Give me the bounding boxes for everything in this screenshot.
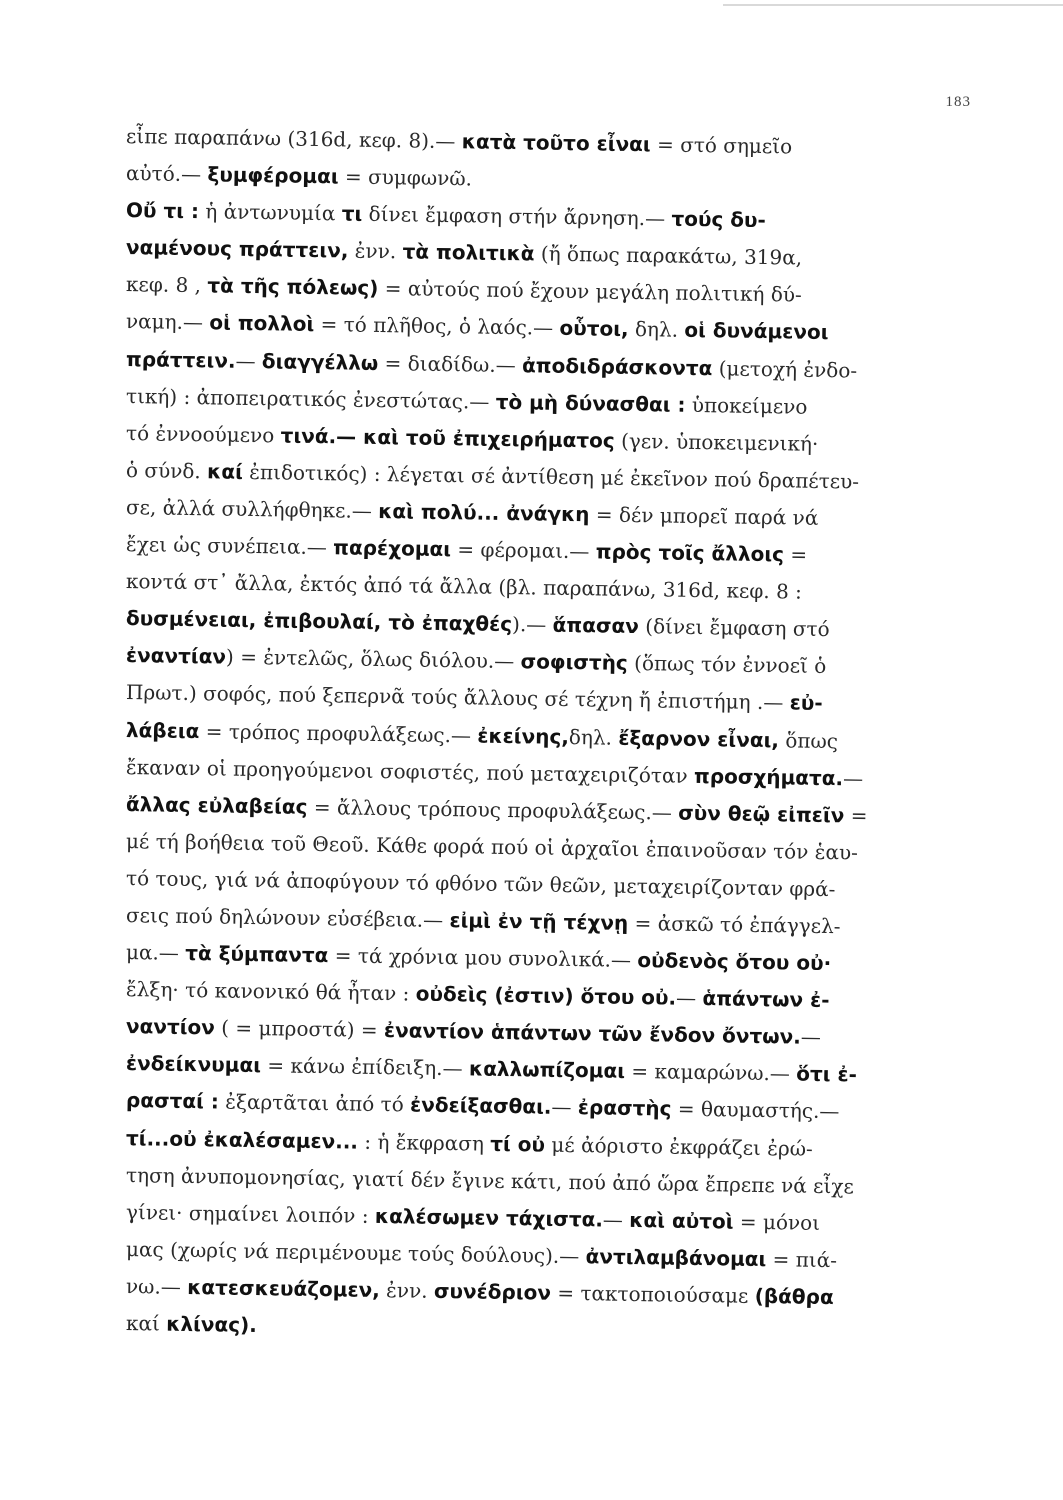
greek-lemma: ἐραστὴς [577, 1095, 672, 1122]
top-edge-rule [723, 4, 1063, 6]
commentary-text: ἐπιδοτικός) : λέγεται σέ ἀντίθεση μέ ἐκεῖνον πού δραπέτευ- [242, 459, 860, 494]
commentary-text: = αὐτούς πού ἔχουν μεγάλη πολιτική δύ- [378, 276, 802, 307]
commentary-text: τηση ἀνυπομονησίας, γιατί δέν ἔγινε κάτι, πού ἀπό ὥρα ἔπρεπε νά εἶχε [125, 1162, 855, 1199]
commentary-text: δίνει ἔμφαση στήν ἄρνηση.— [362, 201, 672, 231]
greek-lemma: ἐναντίαν [125, 643, 227, 669]
greek-lemma: σὺν θεῷ εἰπεῖν [677, 800, 845, 827]
greek-lemma: τὰ ξύμπαντα [185, 940, 329, 968]
commentary-text: = μόνοι [733, 1209, 821, 1235]
commentary-text: = καμαρώνω.— [624, 1059, 797, 1086]
greek-lemma: τὰ πολιτικὰ [402, 239, 535, 266]
greek-lemma: εὐ- [789, 690, 823, 716]
greek-lemma: καί [206, 459, 244, 484]
commentary-text: γίνει· σημαίνει λοιπόν : [125, 1199, 376, 1228]
commentary-text: μα.— [125, 940, 186, 965]
commentary-text: ἐνν. [348, 238, 403, 264]
commentary-text: τό τους, γιά νά ἀποφύγουν τό φθόνο τῶν θεῶν, μεταχειρίζονταν φρά- [125, 865, 836, 902]
commentary-text: (δίνει ἔμφαση στό [638, 614, 830, 642]
commentary-text: = τό πλῆθος, ὁ λαός.— [314, 312, 560, 341]
greek-lemma: ἁπάντων ἐ- [702, 986, 830, 1013]
commentary-text: ἔλξη· τό κανονικό θά ἦταν : [125, 977, 416, 1006]
commentary-text: ).— [511, 612, 553, 637]
commentary-text: δηλ. [628, 317, 685, 343]
greek-lemma: ἔξαρνον εἶναι, [618, 725, 780, 752]
commentary-text: ( = μπροστά) = [214, 1015, 385, 1043]
greek-lemma: ἄλλας εὐλαβείας [125, 791, 308, 819]
commentary-text: ναμη.— [125, 309, 210, 335]
commentary-text: = στό σημεῖο [650, 132, 793, 159]
greek-lemma: τι [341, 201, 363, 226]
commentary-text: ἡ ἀντωνυμία [198, 199, 342, 226]
commentary-text: ἔχει ὡς συνέπεια.— [125, 532, 334, 560]
commentary-text: δηλ. [568, 724, 619, 750]
commentary-text: — [842, 765, 864, 791]
greek-lemma: οἱ πολλοὶ [209, 310, 315, 337]
page-body-text [126, 118, 966, 1342]
commentary-text: καί [125, 1311, 167, 1336]
commentary-text: Πρωτ.) σοφός, πού ξεπερνᾶ τούς ἄλλους σέ τέχνη ἤ ἐπιστήμη .— [125, 680, 790, 715]
commentary-text: : ἡ ἔκφραση [357, 1129, 491, 1156]
commentary-text: = ἀσκῶ τό ἐπάγγελ- [628, 910, 841, 939]
greek-lemma: (βάθρα [754, 1283, 834, 1310]
greek-lemma: ἀποδιδράσκοντα [521, 352, 713, 380]
commentary-text: — [235, 348, 263, 373]
greek-lemma: ἅπασαν [552, 612, 640, 639]
greek-lemma: δυσμένειαι, ἐπιβουλαί, τὸ ἐπαχθές [125, 606, 513, 637]
commentary-text: = τά χρόνια μου συνολικά.— [328, 943, 638, 973]
greek-lemma: κλίνας). [166, 1311, 258, 1338]
commentary-text: ) = ἐντελῶς, ὅλως διόλου.— [225, 644, 521, 674]
commentary-text: = πιά- [766, 1246, 838, 1272]
greek-lemma: ναμένους πράττειν, [125, 235, 349, 263]
greek-lemma: παρέχομαι [332, 535, 452, 562]
commentary-text: (μετοχή ἐνδο- [712, 355, 858, 383]
commentary-text: = [844, 802, 868, 828]
commentary-text: κεφ. 8 , [125, 272, 208, 298]
greek-lemma: σοφιστὴς [520, 649, 628, 676]
greek-lemma: οὐδενὸς ὅτου οὐ· [637, 948, 832, 976]
commentary-text: τική) : ἀποπειρατικός ἐνεστώτας.— [125, 383, 496, 414]
commentary-text: τό ἐννοούμενο [125, 420, 281, 448]
greek-lemma: ὅτι ἐ- [796, 1061, 858, 1087]
commentary-text: ὁ σύνδ. [125, 457, 208, 484]
page-number: 183 [945, 94, 971, 110]
commentary-text: σε, ἀλλά συλλήφθηκε.— [125, 494, 379, 523]
commentary-text: αὐτό.— [125, 161, 208, 187]
greek-lemma: ξυμφέρομαι [207, 162, 339, 189]
greek-lemma: ἐκείνης, [477, 723, 570, 749]
commentary-text: = θαυμαστής.— [671, 1097, 840, 1124]
commentary-text: = κάνω ἐπίδειξη.— [260, 1053, 470, 1081]
commentary-text: = τακτοποιούσαμε [550, 1280, 755, 1308]
greek-lemma: ἐνδείξασθαι. [409, 1092, 552, 1120]
greek-lemma: καὶ πολύ... ἀνάγκη [377, 498, 590, 527]
commentary-text: = ἄλλους τρόπους προφυλάξεως.— [307, 794, 679, 825]
commentary-text: — [551, 1095, 579, 1120]
greek-lemma: ἐνδείκνυμαι [125, 1051, 262, 1078]
commentary-text: μέ τή βοήθεια τοῦ Θεοῦ. Κάθε φορά πού οἱ ἀρχαῖοι ἐπαινοῦσαν τόν ἑαυ- [125, 828, 859, 865]
greek-lemma: κατεσκευάζομεν, [187, 1274, 380, 1302]
greek-lemma: διαγγέλλω [261, 348, 379, 375]
greek-lemma: οἱ δυνάμενοι [684, 318, 829, 345]
greek-lemma: τινά.— καὶ τοῦ ἐπιχειρήματος [280, 423, 615, 453]
greek-lemma: τὰ τῆς πόλεως) [207, 273, 379, 301]
commentary-text: ὑποκείμενο [685, 392, 808, 419]
greek-lemma: καλλωπίζομαι [468, 1056, 626, 1084]
greek-lemma: Οὔ τι : [125, 198, 200, 224]
commentary-text: (ὅπως τόν ἐννοεῖ ὁ [627, 651, 827, 679]
greek-lemma: οὐδεὶς (ἐστιν) ὅτου οὐ. [415, 981, 677, 1010]
commentary-text: — [675, 985, 703, 1011]
commentary-text: = [783, 542, 808, 567]
greek-lemma: τί οὐ [490, 1131, 546, 1157]
greek-lemma: εἰμὶ ἐν τῇ τέχνῃ [449, 908, 629, 935]
greek-lemma: ἀντιλαμβάνομαι [585, 1244, 767, 1271]
commentary-text: ἐνν. [379, 1277, 435, 1303]
commentary-text: μέ ἀόριστο ἐκφράζει ἐρώ- [544, 1132, 813, 1161]
commentary-text: μας (χωρίς νά περιμένουμε τούς δούλους).— [125, 1236, 586, 1269]
commentary-text: — [800, 1024, 822, 1050]
commentary-text: σεις πού δηλώνουν εὐσέβεια.— [125, 902, 450, 933]
greek-lemma: πρὸς τοῖς ἄλλοις [595, 539, 785, 567]
commentary-text: = φέρομαι.— [450, 537, 596, 564]
greek-lemma: συνέδριον [433, 1278, 552, 1305]
commentary-text: νω.— [125, 1273, 188, 1299]
greek-lemma: κατὰ τοῦτο εἶναι [461, 129, 651, 157]
greek-lemma: λάβεια [125, 717, 200, 743]
greek-lemma: προσχήματα. [693, 763, 844, 790]
greek-lemma: καὶ αὐτοὶ [629, 1207, 734, 1234]
commentary-text: (ἤ ὅπως παρακάτω, 319α, [534, 241, 803, 270]
commentary-text: ὅπως [778, 727, 839, 753]
greek-lemma: οὗτοι, [559, 316, 629, 342]
greek-lemma: τούς δυ- [671, 206, 766, 233]
commentary-text: = δέν μπορεῖ παρά νά [589, 502, 819, 530]
greek-lemma: πράττειν. [125, 346, 236, 373]
commentary-text: (γεν. ὑποκειμενική· [614, 428, 819, 456]
greek-lemma: ναντίον [125, 1014, 216, 1040]
commentary-text: ἔκαναν οἱ προηγούμενοι σοφιστές, πού μεταχειριζόταν [125, 754, 695, 788]
greek-lemma: ἐναντίον ἁπάντων τῶν ἔνδον ὄντων. [383, 1018, 802, 1049]
commentary-text: = συμφωνῶ. [338, 164, 473, 191]
commentary-text: = τρόπος προφυλάξεως.— [199, 718, 478, 748]
greek-lemma: ρασταί : [125, 1088, 220, 1114]
commentary-text: = διαδίδω.— [378, 350, 523, 377]
greek-lemma: τὸ μὴ δύνασθαι : [495, 389, 686, 417]
greek-lemma: τί...οὐ ἐκαλέσαμεν... [125, 1125, 359, 1154]
commentary-text: εἶπε παραπάνω (316d, κεφ. 8).— [125, 124, 462, 154]
commentary-text: ἐξαρτᾶται ἀπό τό [218, 1089, 411, 1117]
commentary-text: κοντά στ᾽ ἄλλα, ἐκτός ἀπό τά ἄλλα (βλ. παραπάνω, 316d, κεφ. 8 : [125, 569, 803, 604]
commentary-text: — [602, 1207, 630, 1232]
greek-lemma: καλέσωμεν τάχιστα. [374, 1203, 604, 1232]
